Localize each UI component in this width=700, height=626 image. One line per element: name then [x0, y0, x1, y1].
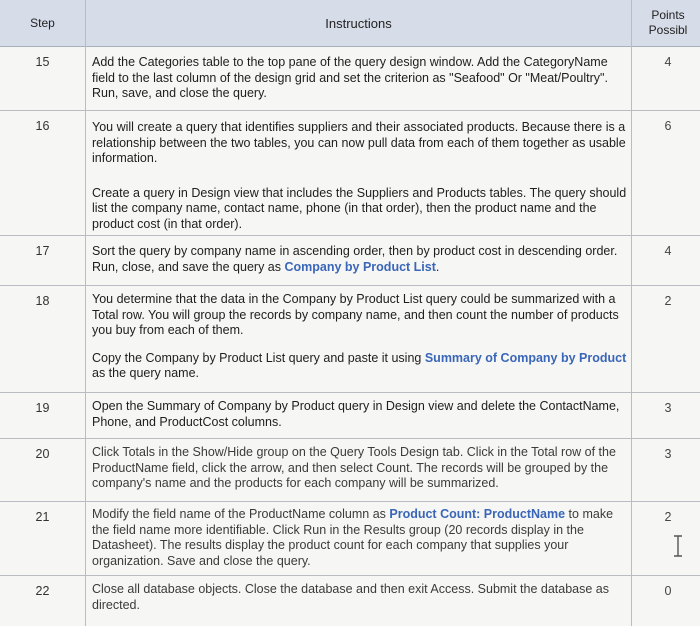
- instruction-text: [92, 445, 627, 492]
- highlighted-term: Company by Product List: [284, 259, 436, 274]
- step-number: 16: [35, 119, 50, 133]
- points-value: 0: [664, 584, 672, 598]
- points-value: 4: [664, 55, 672, 69]
- instruction-paragraph: [92, 399, 627, 430]
- table-row: [0, 47, 700, 111]
- column-divider: [631, 0, 632, 626]
- step-number: 17: [35, 244, 50, 258]
- bold-term: Run: [303, 522, 327, 537]
- instruction-paragraph: [92, 351, 627, 382]
- instruction-paragraph: [92, 55, 627, 102]
- table-row: [0, 393, 700, 439]
- bold-term: Suppliers: [356, 185, 409, 200]
- text-run: and paste it using: [319, 350, 425, 365]
- step-number: 19: [35, 401, 50, 415]
- instruction-paragraph: [92, 244, 627, 275]
- header-points-line2: Possibl: [648, 23, 688, 37]
- bold-term: Company by Product List query: [145, 350, 320, 365]
- column-divider: [85, 0, 86, 626]
- bold-term: Categories table: [138, 55, 230, 69]
- instruction-text: [92, 55, 627, 102]
- points-value: 3: [664, 447, 672, 461]
- bold-term: ContactName, Phone, and ProductCost columns.: [92, 399, 620, 429]
- text-run: tables. The query should list the company name, contact name, phone (in that order), then the product name and the product cost (in that order).: [92, 185, 627, 231]
- text-run: . Run, save, and close the query.: [92, 70, 608, 100]
- instruction-paragraph: [92, 507, 627, 569]
- text-run: .: [435, 259, 440, 274]
- text-run: field to the last column of the design grid and set the criterion as: [92, 70, 450, 85]
- text-run: . The records will be grouped by the company's name and the products for each company will be summarized.: [92, 460, 609, 490]
- bold-term: "Seafood" Or "Meat/Poultry": [449, 70, 605, 85]
- text-run: Sort the query by company name in ascending order, then by product cost in descending order. Run, close, and save the query as: [92, 244, 618, 274]
- bold-term: Summary of Company by Product query: [146, 399, 370, 413]
- table-row: [0, 576, 700, 626]
- highlighted-term: Product Count: ProductName: [389, 507, 566, 521]
- bold-term: arrow: [250, 460, 281, 475]
- header-points-line1: Points: [651, 8, 685, 22]
- points-value: 4: [664, 244, 672, 258]
- header-instructions: Instructions: [325, 15, 392, 31]
- highlighted-term: Summary of Company by Product: [424, 350, 627, 365]
- text-run: in the Show/Hide group on the Query Tools Design tab. Click in the: [155, 445, 532, 459]
- bold-term: Products: [436, 185, 487, 200]
- bold-term: CategoryName: [523, 55, 608, 69]
- text-run: You will create a query that identifies suppliers and their associated products. Because there is a relationship between the two tables, you can now pull data from each of them together as usable information.: [92, 120, 626, 165]
- step-number: 21: [35, 510, 50, 524]
- text-run: as the query name.: [92, 366, 200, 380]
- text-cursor-icon: [672, 535, 684, 557]
- instruction-text: [92, 399, 627, 430]
- text-run: to make the field name more identifiable. Click: [92, 507, 614, 537]
- text-run: of the ProductName field, click the: [92, 445, 616, 475]
- points-value: 6: [664, 119, 672, 133]
- points-value: 2: [664, 510, 672, 524]
- text-run: Copy the: [92, 350, 146, 365]
- text-run: in Design view and delete the: [369, 399, 540, 413]
- bold-term: Count: [376, 460, 410, 475]
- instruction-paragraph: [92, 445, 627, 492]
- text-run: , and then select: [280, 460, 377, 475]
- step-number: 15: [35, 55, 50, 69]
- bold-term: Totals: [122, 445, 155, 459]
- instruction-text: [92, 244, 627, 275]
- step-number: 18: [35, 294, 50, 308]
- instruction-text: [92, 507, 627, 569]
- text-run: and: [408, 185, 437, 200]
- instruction-text: [92, 292, 627, 382]
- text-run: to the top pane of the query design window. Add the: [229, 55, 524, 69]
- instruction-text: [92, 120, 627, 232]
- text-run: Add the: [92, 55, 139, 69]
- text-run: You determine that the data in the Company by Product List query could be summarized with a Total row. You will group the records by company name, and then count the number of products you buy from each of them.: [92, 292, 619, 337]
- instruction-paragraph: [92, 582, 627, 613]
- bold-term: Total row: [531, 445, 582, 459]
- table-row: [0, 439, 700, 502]
- table-header: [0, 0, 700, 47]
- header-step: Step: [30, 16, 55, 30]
- step-number: 22: [35, 584, 50, 598]
- table-row: [0, 236, 700, 286]
- instruction-paragraph: [92, 120, 627, 167]
- text-run: Modify the field name of the ProductName column as: [92, 507, 390, 521]
- points-value: 3: [664, 401, 672, 415]
- header-points: [632, 0, 700, 46]
- points-value: 2: [664, 294, 672, 308]
- table-row: [0, 502, 700, 576]
- text-run: Create a query in Design view that includes the: [92, 185, 357, 200]
- text-run: Open the: [92, 399, 147, 413]
- table-row: [0, 111, 700, 236]
- instruction-paragraph: [92, 186, 627, 233]
- text-run: Close all database objects. Close the database and then exit Access. Submit the database as directed.: [92, 582, 609, 612]
- text-run: in the Results group (20 records display in the Datasheet). The results display the product count for each company that supplies your organization. Save and close the query.: [92, 522, 584, 568]
- table-row: [0, 286, 700, 393]
- step-number: 20: [35, 447, 50, 461]
- text-run: Click: [92, 445, 123, 459]
- instruction-paragraph: [92, 292, 627, 339]
- instruction-text: [92, 582, 627, 613]
